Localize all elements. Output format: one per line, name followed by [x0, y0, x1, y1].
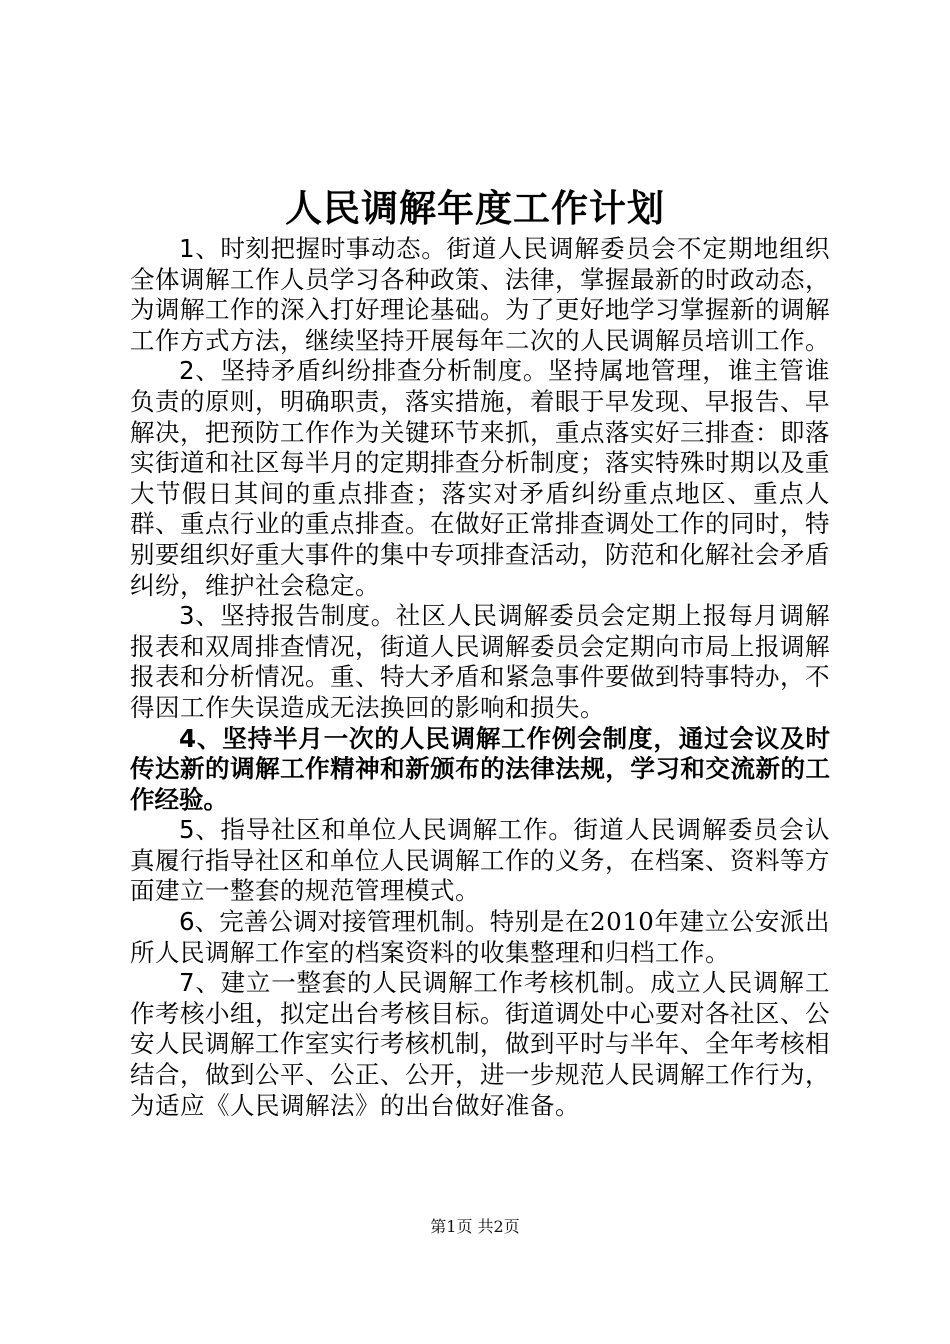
paragraph-heading: 4、坚持半月一次的人民调解工作例会制度，通过会议及时传达新的调解工作精神和新颁布的法律法规，学习和交流新的工作经验。 [130, 723, 830, 814]
document-body [130, 234, 830, 1121]
paragraph-text: 街道人民调解委员会认真履行指导社区和单位人民调解工作的义务，在档案、资料等方面建立一整套的规范管理模式。 [130, 815, 830, 906]
paragraph-4 [130, 724, 830, 816]
paragraph-5 [130, 815, 830, 907]
paragraph-text: 成立人民调解工作考核小组，拟定出台考核目标。街道调处中心要对各社区、公安人民调解工作室实行考核机制，做到平时与半年、全年考核相结合，做到公平、公正、公开，进一步规范人民调解工作行为，为适应《人民调解法》的出台做好准备。 [130, 968, 831, 1120]
paragraph-1 [130, 234, 830, 356]
paragraph-3 [130, 601, 830, 723]
paragraph-heading: 3、坚持报告制度。 [179, 601, 396, 631]
paragraph-6 [130, 907, 830, 968]
paragraph-heading: 1、时刻把握时事动态。 [179, 234, 447, 263]
page-footer: 第1页 共2页 [430, 1217, 520, 1236]
paragraph-2 [130, 356, 830, 601]
paragraph-heading: 5、指导社区和单位人民调解工作。 [179, 815, 574, 845]
paragraph-heading: 7、建立一整套的人民调解工作考核机制。 [179, 968, 651, 998]
paragraph-text: 街道人民调解委员会不定期地组织全体调解工作人员学习各种政策、法律，掌握最新的时政动态，为调解工作的深入打好理论基础。为了更好地学习掌握新的调解工作方式方法，继续坚持开展每年二次的人民调解员培训工作。 [130, 234, 831, 355]
paragraph-heading: 2、坚持矛盾纠纷排查分析制度。 [179, 356, 549, 386]
paragraph-text: 坚持属地管理，谁主管谁负责的原则，明确职责，落实措施，着眼于早发现、早报告、早解决，把预防工作作为关键环节来抓，重点落实好三排查：即落实街道和社区每半月的定期排查分析制度；落实特殊时期以及重大节假日其间的重点排查；落实对矛盾纠纷重点地区、重点人群、重点行业的重点排查。在做好正常排查调处工作的同时，特别要组织好重大事件的集中专项排查活动，防范和化解社会矛盾纠纷，维护社会稳定。 [130, 356, 830, 600]
paragraph-text: 社区人民调解委员会定期上报每月调解报表和双周排查情况，街道人民调解委员会定期向市局上报调解报表和分析情况。重、特大矛盾和紧急事件要做到特事特办，不得因工作失误造成无法换回的影响和损失。 [130, 601, 830, 722]
paragraph-7 [130, 968, 830, 1121]
paragraph-text: 特别是在2010年建立公安派出所人民调解工作室的档案资料的收集整理和归档工作。 [130, 907, 830, 967]
document-title: 人民调解年度工作计划 [285, 187, 665, 230]
paragraph-heading: 6、完善公调对接管理机制。 [179, 907, 490, 937]
